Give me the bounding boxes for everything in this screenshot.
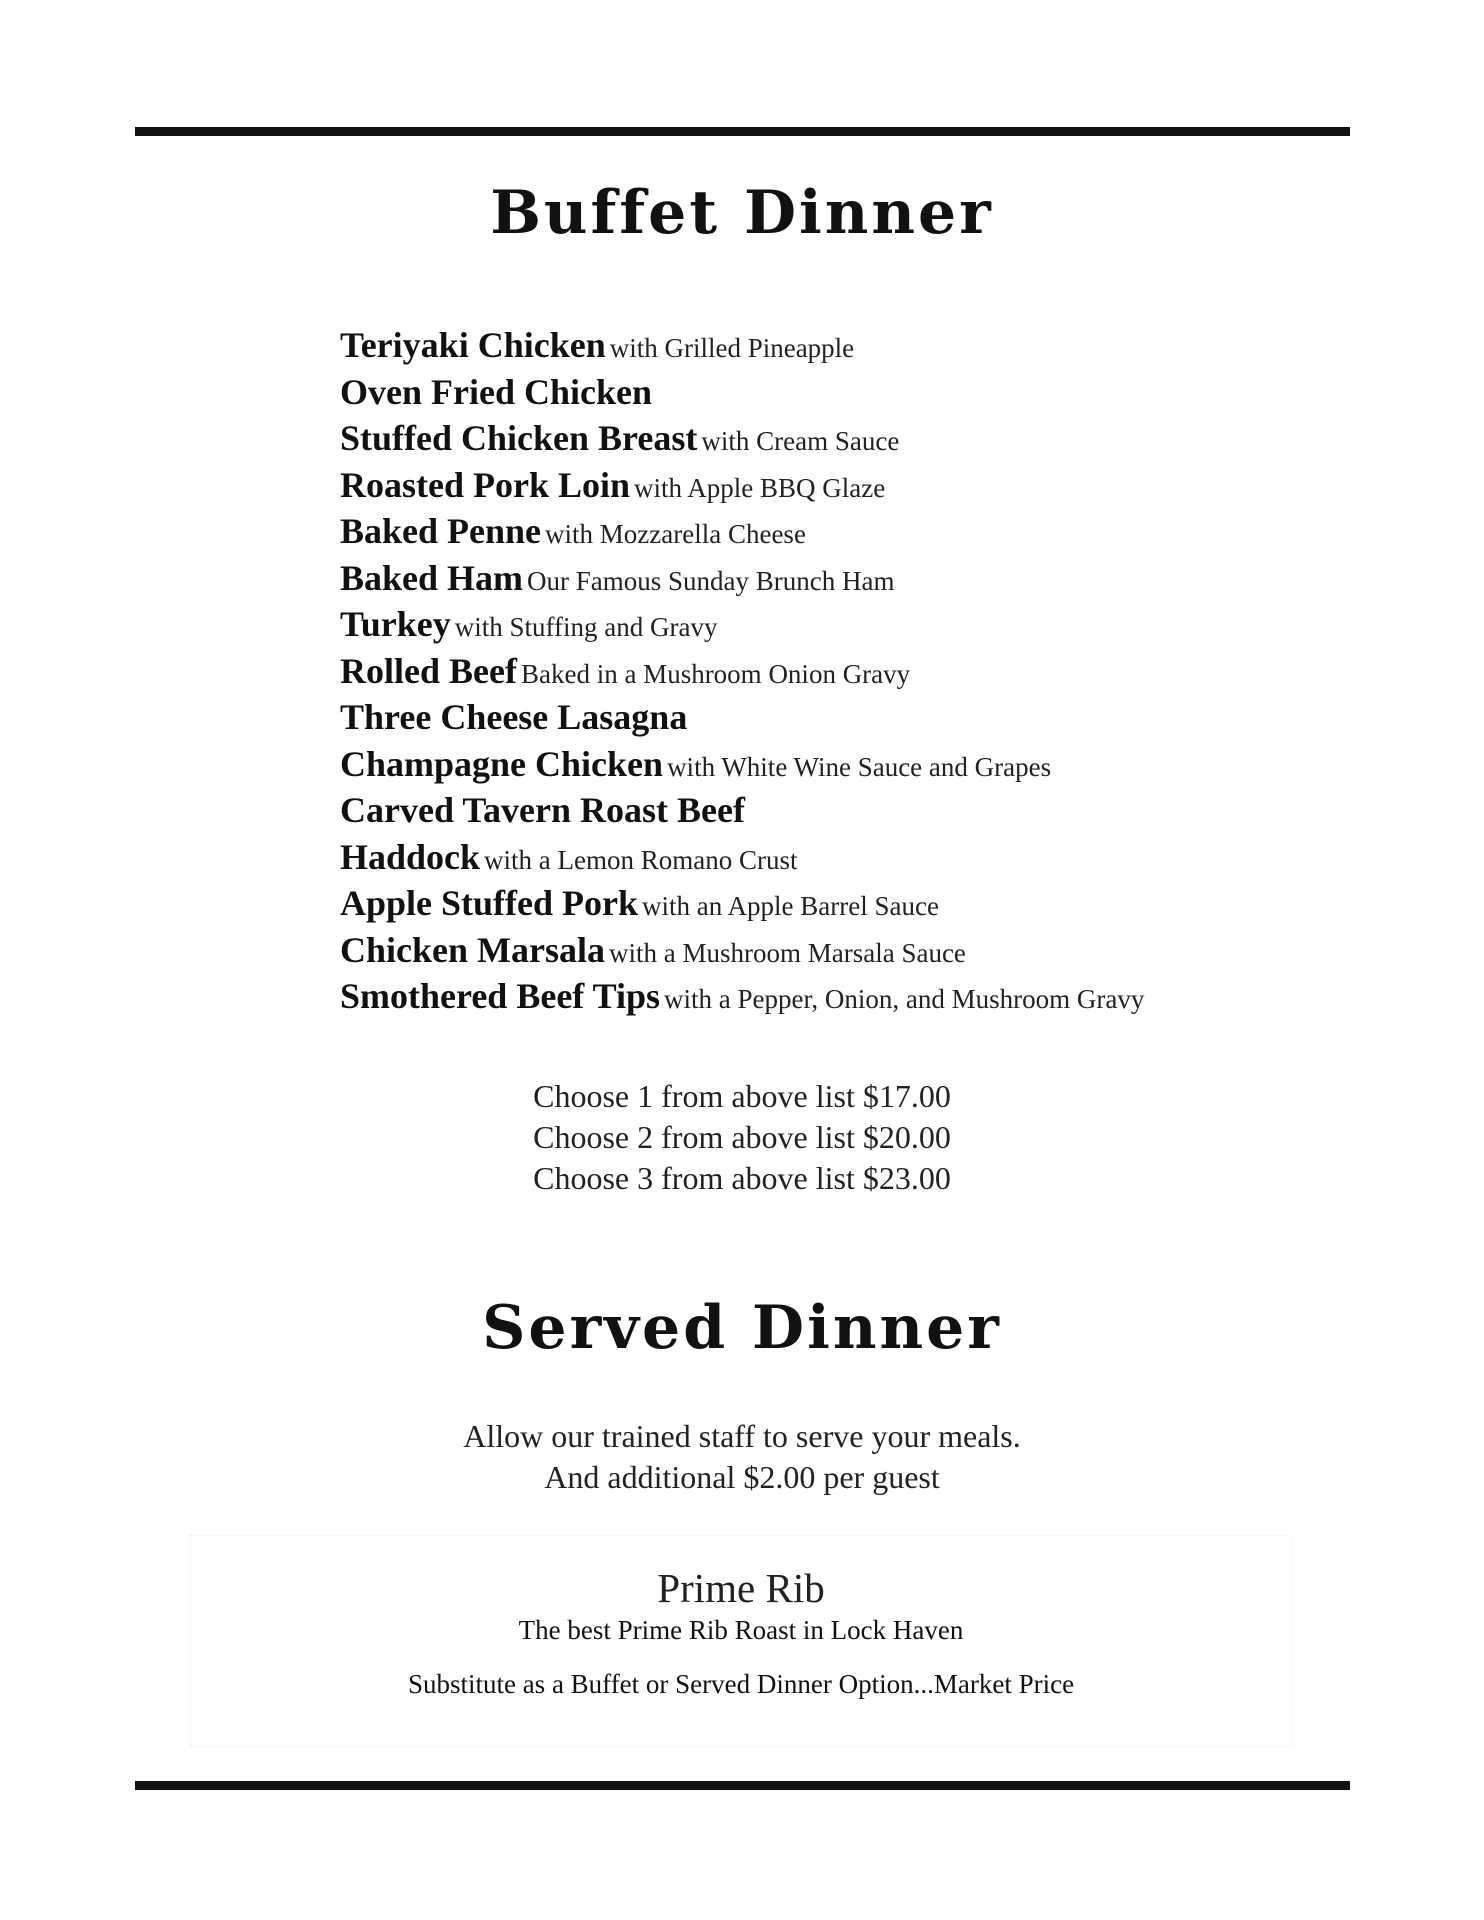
menu-item xyxy=(340,508,1360,555)
served-dinner-title: Served Dinner xyxy=(482,1293,1002,1363)
price-option-1: Choose 1 from above list $17.00 xyxy=(533,1078,951,1114)
dish-description: with Stuffing and Gravy xyxy=(454,612,718,642)
prime-rib-box xyxy=(190,1535,1292,1747)
dish-name: Rolled Beef xyxy=(340,650,517,691)
menu-item xyxy=(340,973,1360,1020)
served-note-line-2: And additional $2.00 per guest xyxy=(544,1459,940,1495)
dish-description: with a Lemon Romano Crust xyxy=(484,844,798,875)
dish-description: Our Famous Sunday Brunch Ham xyxy=(527,565,895,596)
price-option-3: Choose 3 from above list $23.00 xyxy=(533,1160,951,1196)
dish-name: Baked Ham xyxy=(340,557,524,598)
buffet-menu-list xyxy=(340,322,1360,1020)
dish-description: with Cream Sauce xyxy=(701,426,900,456)
dish-description: Baked in a Mushroom Onion Gravy xyxy=(520,658,911,689)
dish-name: Baked Penne xyxy=(340,511,542,551)
dish-name: Apple Stuffed Pork xyxy=(340,883,639,923)
buffet-dinner-title: Buffet Dinner xyxy=(490,178,994,248)
dish-description: with a Pepper, Onion, and Mushroom Gravy xyxy=(664,984,1145,1014)
prime-rib-subtitle: The best Prime Rib Roast in Lock Haven xyxy=(518,1615,964,1645)
dish-name: Roasted Pork Loin xyxy=(340,464,631,505)
dish-name: Stuffed Chicken Breast xyxy=(340,418,698,458)
price-option-2: Choose 2 from above list $20.00 xyxy=(533,1119,951,1155)
menu-item xyxy=(340,601,1360,648)
dish-description: with Apple BBQ Glaze xyxy=(634,472,886,503)
buffet-pricing xyxy=(0,1076,1484,1199)
served-dinner-note xyxy=(0,1416,1484,1498)
menu-item xyxy=(340,880,1360,927)
dish-description: with White Wine Sauce and Grapes xyxy=(667,751,1052,782)
dish-description: with Grilled Pineapple xyxy=(609,333,855,363)
dish-name: Turkey xyxy=(340,604,451,644)
menu-item xyxy=(340,462,1360,509)
dish-name: Three Cheese Lasagna xyxy=(340,697,688,737)
menu-item xyxy=(340,787,1360,834)
dish-name: Haddock xyxy=(340,836,481,877)
dish-name: Champagne Chicken xyxy=(340,743,664,784)
dish-name: Oven Fried Chicken xyxy=(340,371,652,412)
menu-item xyxy=(340,741,1360,788)
menu-item xyxy=(340,369,1360,416)
menu-item xyxy=(340,927,1360,974)
menu-item xyxy=(340,555,1360,602)
prime-rib-note: Substitute as a Buffet or Served Dinner Option...Market Price xyxy=(407,1669,1075,1699)
dish-name: Smothered Beef Tips xyxy=(340,976,661,1016)
menu-item xyxy=(340,834,1360,881)
menu-item xyxy=(340,415,1360,462)
menu-item xyxy=(340,648,1360,695)
menu-item xyxy=(340,694,1360,741)
bottom-divider xyxy=(135,1781,1350,1790)
dish-name: Chicken Marsala xyxy=(340,929,605,970)
dish-description: with an Apple Barrel Sauce xyxy=(642,891,939,921)
prime-rib-title: Prime Rib xyxy=(657,1565,825,1611)
dish-name: Teriyaki Chicken xyxy=(340,325,606,365)
served-note-line-1: Allow our trained staff to serve your meals. xyxy=(463,1418,1021,1454)
dish-description: with a Mushroom Marsala Sauce xyxy=(609,937,966,968)
dish-name: Carved Tavern Roast Beef xyxy=(340,790,745,830)
top-divider xyxy=(135,127,1350,136)
dish-description: with Mozzarella Cheese xyxy=(545,519,806,549)
menu-item xyxy=(340,322,1360,369)
